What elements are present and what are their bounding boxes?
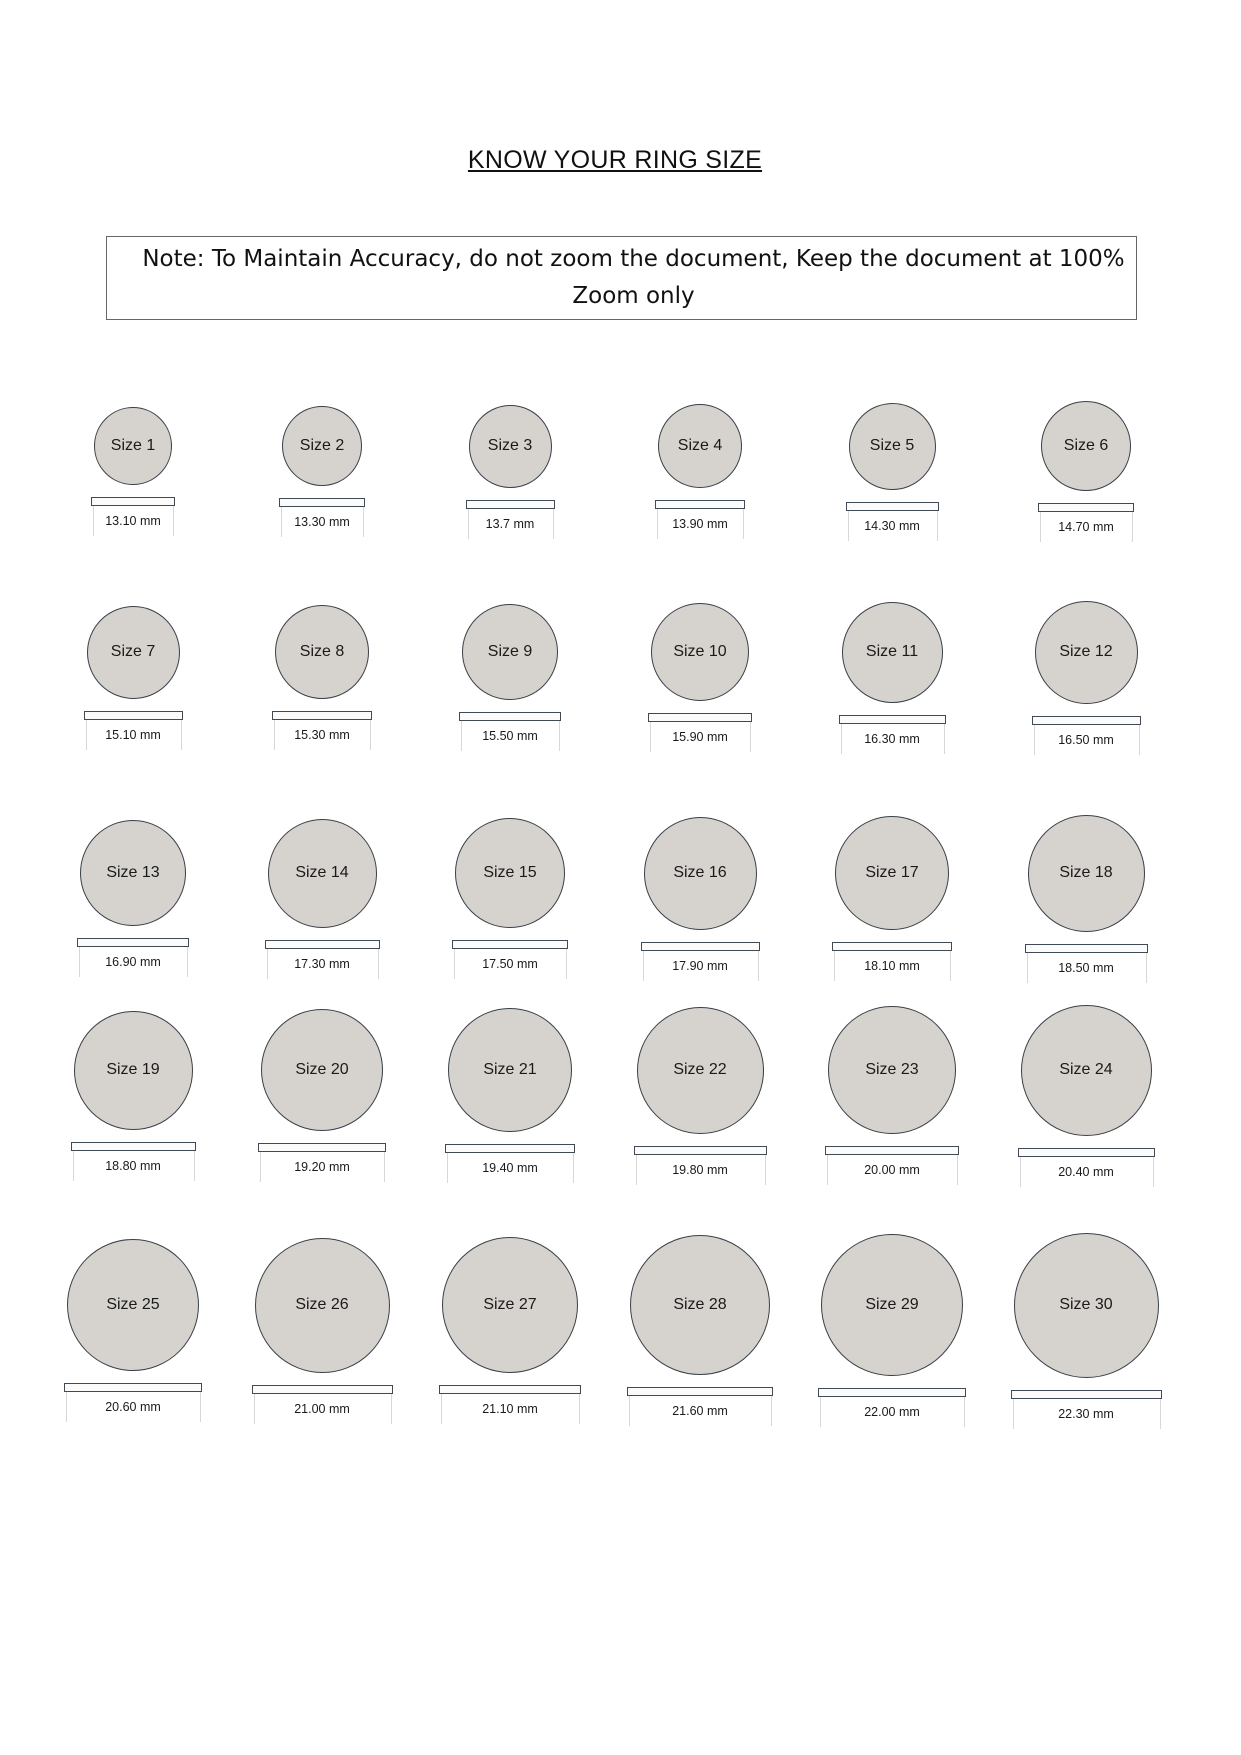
ring-size-label: Size 3 xyxy=(487,437,533,454)
divider-line xyxy=(957,1155,958,1185)
ring-circle xyxy=(268,819,377,928)
ring-diameter-label: 14.70 mm xyxy=(1058,520,1114,534)
ring-size-label: Size 11 xyxy=(865,643,919,660)
ring-size-label: Size 12 xyxy=(1059,643,1113,660)
ring-circle xyxy=(462,604,558,700)
ring-size-label: Size 30 xyxy=(1059,1296,1113,1313)
ring-circle xyxy=(1028,815,1145,932)
ring-diameter-bar xyxy=(846,502,939,511)
ring-size-label: Size 28 xyxy=(673,1296,727,1313)
divider-line xyxy=(447,1153,448,1183)
divider-line xyxy=(636,1155,637,1185)
ring-size-label: Size 7 xyxy=(110,643,156,660)
ring-circle xyxy=(658,404,742,488)
ring-diameter-label: 22.00 mm xyxy=(864,1405,920,1419)
ring-diameter-bar xyxy=(634,1146,767,1155)
ring-diameter-label: 20.00 mm xyxy=(864,1163,920,1177)
ring-diameter-label: 15.90 mm xyxy=(672,730,728,744)
ring-diameter-bar xyxy=(91,497,175,506)
ring-diameter-bar xyxy=(77,938,189,947)
ring-circle xyxy=(1021,1005,1152,1136)
ring-size-label: Size 18 xyxy=(1059,864,1113,881)
ring-size-label: Size 27 xyxy=(483,1296,537,1313)
ring-diameter-bar xyxy=(452,940,568,949)
divider-line xyxy=(1153,1157,1154,1187)
ring-circle xyxy=(261,1009,383,1131)
ring-diameter-label: 16.30 mm xyxy=(864,731,920,746)
ring-diameter-bar xyxy=(279,498,365,507)
ring-size-label: Size 13 xyxy=(106,864,160,881)
ring-size-label: Size 9 xyxy=(487,643,533,660)
ring-diameter-label: 18.50 mm xyxy=(1058,960,1114,975)
divider-line xyxy=(964,1397,965,1427)
ring-size-label: Size 25 xyxy=(106,1296,160,1313)
ring-size-label: Size 6 xyxy=(1063,437,1109,454)
divider-line xyxy=(579,1394,580,1424)
ring-diameter-label: 18.80 mm xyxy=(105,1158,161,1173)
ring-size-label: Size 2 xyxy=(299,437,345,454)
ring-size-label: Size 29 xyxy=(865,1296,919,1313)
ring-circle xyxy=(821,1234,963,1376)
ring-circle xyxy=(630,1235,770,1375)
ring-diameter-label: 21.00 mm xyxy=(294,1401,350,1416)
divider-line xyxy=(200,1392,201,1422)
page-title: KNOW YOUR RING SIZE xyxy=(467,146,763,174)
ring-diameter-bar xyxy=(258,1143,386,1152)
ring-circle xyxy=(282,406,362,486)
ring-size-label: Size 24 xyxy=(1059,1061,1113,1078)
ring-circle xyxy=(1041,401,1131,491)
ring-diameter-label: 20.60 mm xyxy=(105,1400,161,1414)
ring-diameter-label: 16.90 mm xyxy=(105,955,161,969)
ring-circle xyxy=(828,1006,956,1134)
divider-line xyxy=(391,1394,392,1424)
ring-diameter-label: 15.30 mm xyxy=(294,728,350,742)
ring-diameter-label: 19.40 mm xyxy=(482,1161,538,1175)
divider-line xyxy=(1020,1157,1021,1187)
ring-diameter-label: 16.50 mm xyxy=(1058,732,1114,747)
ring-diameter-label: 15.50 mm xyxy=(482,729,538,743)
divider-line xyxy=(441,1394,442,1424)
ring-circle xyxy=(448,1008,572,1132)
ring-diameter-bar xyxy=(252,1385,393,1394)
ring-diameter-bar xyxy=(1011,1390,1162,1399)
divider-line xyxy=(629,1396,630,1426)
ring-size-label: Size 10 xyxy=(673,643,727,660)
divider-line xyxy=(254,1394,255,1424)
ring-diameter-label: 13.7 mm xyxy=(485,516,535,531)
ring-size-label: Size 14 xyxy=(295,864,349,881)
ring-diameter-bar xyxy=(445,1144,575,1153)
ring-diameter-bar xyxy=(272,711,372,720)
ring-diameter-bar xyxy=(1038,503,1134,512)
ring-circle xyxy=(87,606,180,699)
ring-diameter-bar xyxy=(439,1385,581,1394)
ring-circle xyxy=(1014,1233,1159,1378)
ring-diameter-bar xyxy=(648,713,752,722)
ring-circle xyxy=(275,605,369,699)
ring-diameter-bar xyxy=(818,1388,966,1397)
ring-diameter-bar xyxy=(832,942,952,951)
divider-line xyxy=(1013,1399,1014,1429)
divider-line xyxy=(765,1155,766,1185)
divider-line xyxy=(260,1152,261,1182)
ring-circle xyxy=(842,602,943,703)
ring-diameter-bar xyxy=(459,712,561,721)
ring-circle xyxy=(469,405,552,488)
ring-diameter-label: 19.80 mm xyxy=(672,1162,728,1177)
ring-diameter-bar xyxy=(655,500,745,509)
divider-line xyxy=(194,1151,195,1181)
ring-diameter-label: 21.60 mm xyxy=(672,1404,728,1418)
ring-diameter-label: 13.30 mm xyxy=(294,515,350,529)
ring-circle xyxy=(651,603,749,701)
ring-diameter-bar xyxy=(84,711,183,720)
ring-circle xyxy=(849,403,936,490)
ring-diameter-label: 13.90 mm xyxy=(672,517,728,531)
ring-diameter-label: 22.30 mm xyxy=(1058,1406,1114,1421)
ring-diameter-bar xyxy=(71,1142,196,1151)
ring-diameter-bar xyxy=(839,715,946,724)
divider-line xyxy=(66,1392,67,1422)
ring-size-label: Size 4 xyxy=(677,437,723,454)
ring-diameter-label: 21.10 mm xyxy=(482,1402,538,1416)
ring-size-label: Size 15 xyxy=(483,864,537,881)
ring-size-label: Size 21 xyxy=(483,1061,537,1078)
zoom-note-text: Note: To Maintain Accuracy, do not zoom the document, Keep the document at 100% Zoom only xyxy=(142,246,1125,309)
ring-diameter-bar xyxy=(64,1383,202,1392)
ring-diameter-bar xyxy=(825,1146,959,1155)
ring-diameter-bar xyxy=(627,1387,773,1396)
ring-circle xyxy=(644,817,757,930)
ring-circle xyxy=(67,1239,199,1371)
ring-circle xyxy=(94,407,172,485)
ring-diameter-label: 19.20 mm xyxy=(294,1160,350,1174)
ring-circle xyxy=(442,1237,578,1373)
ring-diameter-bar xyxy=(641,942,760,951)
ring-size-label: Size 16 xyxy=(673,864,727,881)
ring-diameter-label: 18.10 mm xyxy=(864,959,920,973)
ring-size-label: Size 20 xyxy=(295,1061,349,1078)
divider-line xyxy=(573,1153,574,1183)
ring-diameter-label: 17.30 mm xyxy=(294,956,350,971)
ring-size-label: Size 23 xyxy=(865,1061,919,1078)
ring-diameter-label: 15.10 mm xyxy=(105,727,161,742)
ring-size-label: Size 19 xyxy=(106,1061,160,1078)
ring-size-label: Size 26 xyxy=(295,1296,349,1313)
ring-circle xyxy=(80,820,186,926)
ring-size-label: Size 1 xyxy=(110,437,156,454)
ring-diameter-label: 13.10 mm xyxy=(105,514,161,528)
ring-diameter-bar xyxy=(265,940,380,949)
ring-diameter-label: 20.40 mm xyxy=(1058,1164,1114,1179)
ring-diameter-bar xyxy=(1032,716,1141,725)
divider-line xyxy=(820,1397,821,1427)
ring-diameter-bar xyxy=(1018,1148,1155,1157)
ring-diameter-label: 14.30 mm xyxy=(864,518,920,533)
ring-circle xyxy=(74,1011,193,1130)
ring-diameter-label: 17.50 mm xyxy=(482,957,538,971)
ring-circle xyxy=(637,1007,764,1134)
ring-circle xyxy=(1035,601,1138,704)
ring-circle xyxy=(835,816,949,930)
ring-size-label: Size 22 xyxy=(673,1061,727,1078)
divider-line xyxy=(771,1396,772,1426)
divider-line xyxy=(384,1152,385,1182)
ring-circle xyxy=(455,818,565,928)
ring-diameter-bar xyxy=(466,500,555,509)
ring-circle xyxy=(255,1238,390,1373)
ring-diameter-bar xyxy=(1025,944,1148,953)
divider-line xyxy=(1160,1399,1161,1429)
ring-size-label: Size 8 xyxy=(299,643,345,660)
ring-diameter-label: 17.90 mm xyxy=(672,958,728,973)
divider-line xyxy=(827,1155,828,1185)
ring-size-label: Size 5 xyxy=(869,437,915,454)
ring-size-label: Size 17 xyxy=(865,864,919,881)
